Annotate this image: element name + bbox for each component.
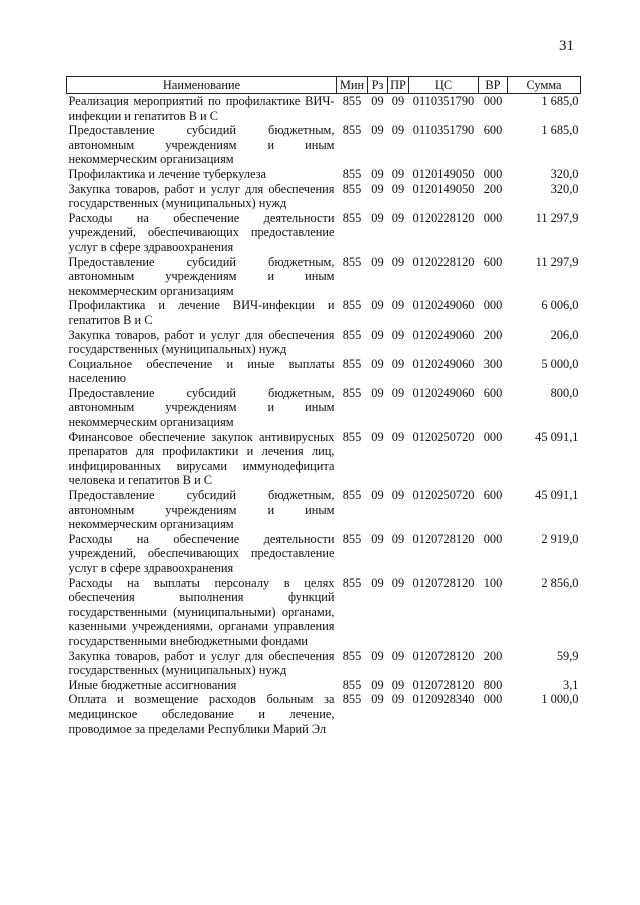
cell-rz: 09 <box>371 94 384 108</box>
table-row <box>67 386 581 430</box>
cell-min: 855 <box>342 531 362 546</box>
cell-vr: 300 <box>483 356 503 371</box>
cell-name: Профилактика и лечение ВИЧ-инфекции и гепатитов В и С <box>68 298 335 327</box>
cell-rz: 09 <box>371 181 384 196</box>
cell-rz: 09 <box>371 677 384 692</box>
table-row <box>67 167 581 182</box>
table-row <box>67 182 581 211</box>
table-header-row <box>67 77 581 94</box>
cell-sum: 320,0 <box>550 181 579 196</box>
table-row <box>67 298 581 327</box>
cell-min: 855 <box>342 327 362 342</box>
header-min: Мин <box>337 77 368 94</box>
cell-rz: 09 <box>371 298 384 313</box>
header-vr: ВР <box>479 77 508 94</box>
cell-vr: 600 <box>483 488 503 503</box>
cell-vr: 200 <box>483 327 503 342</box>
cell-sum: 1 000,0 <box>541 692 579 707</box>
cell-rz: 09 <box>371 356 384 371</box>
table-body <box>67 94 581 737</box>
cell-vr: 100 <box>483 575 503 590</box>
cell-name: Расходы на выплаты персоналу в целях обеспечения выполнения функций государственными (муниципальными) органами, казенными учреждениями, органами управления государственными внебюджетными фондами <box>68 575 335 648</box>
cell-min: 855 <box>342 575 362 590</box>
header-cs: ЦС <box>409 77 479 94</box>
cell-rz: 09 <box>371 254 384 269</box>
cell-name: Расходы на обеспечение деятельности учреждений, обеспечивающих предоставление услуг в сфере здравоохранения <box>68 210 335 254</box>
cell-min: 855 <box>342 356 362 371</box>
cell-pr: 09 <box>391 298 405 313</box>
cell-cs: 0120249060 <box>412 385 475 400</box>
cell-vr: 200 <box>483 648 503 663</box>
cell-vr: 000 <box>483 210 503 225</box>
cell-min: 855 <box>342 254 362 269</box>
table-row <box>67 123 581 167</box>
cell-name: Закупка товаров, работ и услуг для обеспечения государственных (муниципальных) нужд <box>68 327 335 357</box>
cell-cs: 0120249060 <box>412 356 475 371</box>
table-row <box>67 94 581 124</box>
cell-min: 855 <box>342 385 362 400</box>
cell-vr: 600 <box>483 123 503 138</box>
cell-name: Реализация мероприятий по профилактике ВИЧ-инфекции и гепатитов В и С <box>68 94 335 123</box>
cell-vr: 000 <box>483 166 503 181</box>
cell-vr: 000 <box>483 298 503 313</box>
cell-cs: 0120728120 <box>412 677 475 692</box>
cell-sum: 206,0 <box>550 327 579 342</box>
cell-vr: 000 <box>483 429 503 444</box>
cell-sum: 11 297,9 <box>535 210 579 225</box>
header-name: Наименование <box>67 77 337 94</box>
cell-pr: 09 <box>391 692 405 707</box>
cell-min: 855 <box>342 677 362 692</box>
header-sum: Сумма <box>508 77 581 94</box>
cell-pr: 09 <box>391 210 405 225</box>
cell-min: 855 <box>342 692 362 707</box>
cell-min: 855 <box>342 166 362 181</box>
cell-cs: 0120149050 <box>412 181 475 196</box>
cell-min: 855 <box>342 94 362 108</box>
cell-rz: 09 <box>371 166 384 181</box>
cell-pr: 09 <box>391 385 405 400</box>
cell-sum: 5 000,0 <box>541 356 579 371</box>
cell-rz: 09 <box>371 692 384 707</box>
cell-pr: 09 <box>391 429 405 444</box>
cell-cs: 0120228120 <box>412 254 475 269</box>
cell-pr: 09 <box>391 166 405 181</box>
cell-sum: 2 856,0 <box>541 575 579 590</box>
cell-vr: 800 <box>483 677 503 692</box>
table-row <box>67 211 581 255</box>
cell-min: 855 <box>342 210 362 225</box>
cell-vr: 000 <box>483 94 503 108</box>
cell-rz: 09 <box>371 648 384 663</box>
cell-name: Профилактика и лечение туберкулеза <box>68 166 267 181</box>
table-row <box>67 532 581 576</box>
cell-rz: 09 <box>371 385 384 400</box>
cell-cs: 0120228120 <box>412 210 475 225</box>
table-row <box>67 678 581 693</box>
table-row <box>67 328 581 357</box>
cell-sum: 59,9 <box>556 648 579 663</box>
cell-name: Расходы на обеспечение деятельности учреждений, обеспечивающих предоставление услуг в сфере здравоохранения <box>68 531 335 575</box>
cell-pr: 09 <box>391 254 405 269</box>
cell-rz: 09 <box>371 531 384 546</box>
cell-name: Закупка товаров, работ и услуг для обеспечения государственных (муниципальных) нужд <box>68 181 335 211</box>
cell-name: Предоставление субсидий бюджетным, автономным учреждениям и иным некоммерческим организациям <box>68 488 335 532</box>
cell-name: Предоставление субсидий бюджетным, автономным учреждениям и иным некоммерческим организациям <box>68 123 335 167</box>
table-row <box>67 692 581 736</box>
cell-pr: 09 <box>391 575 405 590</box>
cell-min: 855 <box>342 181 362 196</box>
cell-rz: 09 <box>371 429 384 444</box>
cell-vr: 600 <box>483 385 503 400</box>
cell-pr: 09 <box>391 181 405 196</box>
table-row <box>67 488 581 532</box>
cell-cs: 0110351790 <box>412 94 475 108</box>
cell-pr: 09 <box>391 94 405 108</box>
cell-cs: 0120728120 <box>412 648 475 663</box>
cell-sum: 2 919,0 <box>541 531 579 546</box>
cell-sum: 3,1 <box>563 677 579 692</box>
cell-cs: 0120928340 <box>412 692 475 707</box>
cell-min: 855 <box>342 648 362 663</box>
cell-cs: 0120249060 <box>412 327 475 342</box>
cell-cs: 0120728120 <box>412 575 475 590</box>
cell-vr: 000 <box>483 531 503 546</box>
cell-cs: 0120149050 <box>412 166 475 181</box>
cell-cs: 0120249060 <box>412 298 475 313</box>
cell-name: Предоставление субсидий бюджетным, автономным учреждениям и иным некоммерческим организациям <box>68 254 335 298</box>
cell-min: 855 <box>342 298 362 313</box>
cell-vr: 200 <box>483 181 503 196</box>
cell-min: 855 <box>342 123 362 138</box>
cell-sum: 1 685,0 <box>541 123 579 138</box>
cell-rz: 09 <box>371 327 384 342</box>
cell-name: Закупка товаров, работ и услуг для обеспечения государственных (муниципальных) нужд <box>68 648 335 678</box>
cell-rz: 09 <box>371 123 384 138</box>
table-row <box>67 430 581 488</box>
cell-pr: 09 <box>391 488 405 503</box>
cell-sum: 11 297,9 <box>535 254 579 269</box>
table-row <box>67 576 581 649</box>
cell-min: 855 <box>342 488 362 503</box>
cell-pr: 09 <box>391 327 405 342</box>
cell-sum: 800,0 <box>550 385 579 400</box>
cell-pr: 09 <box>391 531 405 546</box>
cell-pr: 09 <box>391 677 405 692</box>
cell-name: Финансовое обеспечение закупок антивирусных препаратов для профилактики и лечения лиц, инфицированных вирусами иммунодефицита человека и гепатитов В и С <box>68 429 335 488</box>
cell-name: Социальное обеспечение и иные выплаты населению <box>68 356 335 386</box>
cell-pr: 09 <box>391 123 405 138</box>
cell-vr: 600 <box>483 254 503 269</box>
table-row <box>67 255 581 299</box>
cell-sum: 6 006,0 <box>541 298 579 313</box>
cell-name: Иные бюджетные ассигнования <box>68 677 237 692</box>
cell-sum: 1 685,0 <box>541 94 579 108</box>
header-pr: ПР <box>388 77 409 94</box>
cell-cs: 0120728120 <box>412 531 475 546</box>
cell-min: 855 <box>342 429 362 444</box>
header-rz: Рз <box>368 77 388 94</box>
page-number: 31 <box>559 38 574 54</box>
cell-pr: 09 <box>391 648 405 663</box>
cell-cs: 0120250720 <box>412 429 475 444</box>
cell-sum: 320,0 <box>550 166 579 181</box>
cell-cs: 0110351790 <box>412 123 475 138</box>
budget-table <box>66 76 581 736</box>
cell-cs: 0120250720 <box>412 488 475 503</box>
cell-rz: 09 <box>371 575 384 590</box>
cell-pr: 09 <box>391 356 405 371</box>
table-row <box>67 357 581 386</box>
cell-rz: 09 <box>371 488 384 503</box>
cell-sum: 45 091,1 <box>535 488 579 503</box>
cell-vr: 000 <box>483 692 503 707</box>
table-row <box>67 649 581 678</box>
cell-rz: 09 <box>371 210 384 225</box>
cell-name: Предоставление субсидий бюджетным, автономным учреждениям и иным некоммерческим организациям <box>68 385 335 430</box>
cell-name: Оплата и возмещение расходов больным за медицинское обследование и лечение, проводимое за пределами Республики Марий Эл <box>68 692 335 736</box>
cell-sum: 45 091,1 <box>535 429 579 444</box>
